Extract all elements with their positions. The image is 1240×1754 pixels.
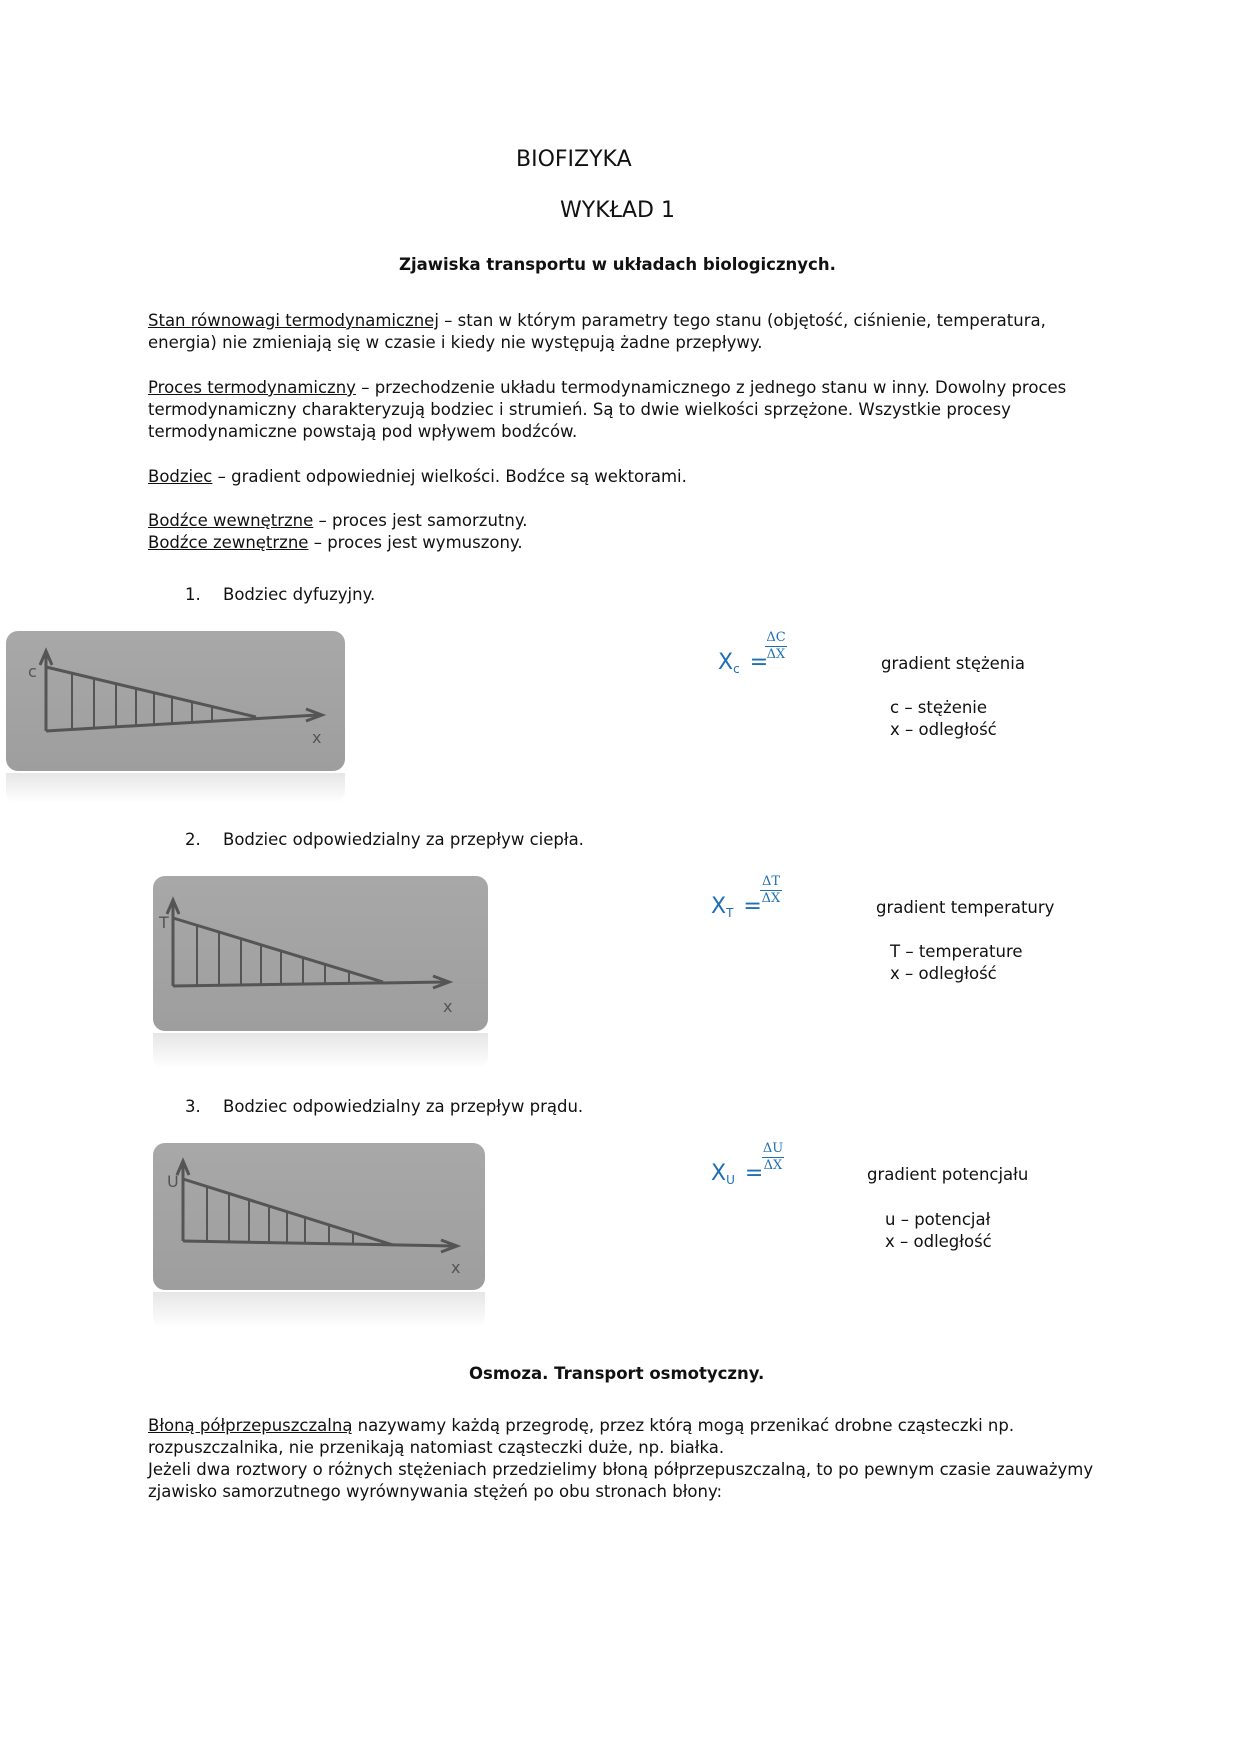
item-number: 3. bbox=[185, 1097, 201, 1116]
term: Stan równowagi termodynamicznej bbox=[148, 311, 439, 330]
variable-1: u – potencjał bbox=[885, 1210, 991, 1229]
definition-stimulus bbox=[148, 466, 1098, 488]
gradient-graph-icon bbox=[153, 876, 488, 1031]
definition-text: – gradient odpowiedniej wielkości. Bodźce są wektorami. bbox=[212, 467, 687, 486]
section-heading-transport: Zjawiska transportu w układach biologicznych. bbox=[399, 255, 836, 274]
formula-fraction bbox=[760, 874, 782, 907]
section-heading-osmosis: Osmoza. Transport osmotyczny. bbox=[469, 1364, 765, 1383]
gradient-name: gradient potencjału bbox=[867, 1165, 1029, 1184]
formula-fraction bbox=[762, 1141, 784, 1174]
definition-process bbox=[148, 377, 1098, 443]
gradient-name: gradient stężenia bbox=[881, 654, 1025, 673]
formula-fraction bbox=[765, 630, 787, 663]
fraction-numerator: ΔT bbox=[761, 874, 781, 889]
fraction-denominator: ΔX bbox=[766, 647, 786, 662]
formula-symbol: X bbox=[711, 1161, 727, 1186]
axis-y-label: T bbox=[159, 913, 169, 932]
item-number: 1. bbox=[185, 585, 201, 604]
stimulus-external bbox=[148, 532, 1098, 554]
formula-symbol: X bbox=[718, 650, 734, 675]
gradient-graph-icon bbox=[153, 1143, 485, 1290]
term: Bodziec bbox=[148, 467, 213, 486]
variable-2: x – odległość bbox=[890, 964, 997, 983]
document-title: BIOFIZYKA bbox=[516, 147, 632, 172]
variable-1: c – stężenie bbox=[890, 698, 988, 717]
formula-potential bbox=[711, 1161, 763, 1186]
gradient-name: gradient temperatury bbox=[876, 898, 1055, 917]
item-label: Bodziec dyfuzyjny. bbox=[223, 585, 376, 604]
photo-reflection bbox=[6, 773, 345, 803]
formula-symbol: X bbox=[711, 894, 727, 919]
definition-equilibrium bbox=[148, 310, 1098, 354]
osmosis-paragraph: Jeżeli dwa roztwory o różnych stężeniach przedzielimy błoną półprzepuszczalną, to po pewnym czasie zauważymy zjawisko samorzutnego wyrównywania stężeń po obu stronach błony: bbox=[148, 1460, 1094, 1501]
gradient-graph-icon bbox=[6, 631, 345, 771]
variable-1: T – temperature bbox=[890, 942, 1023, 961]
photo-reflection bbox=[153, 1292, 485, 1328]
formula-equals: = bbox=[744, 1161, 764, 1186]
fraction-denominator: ΔX bbox=[761, 891, 781, 906]
osmosis-definition bbox=[148, 1415, 1098, 1459]
photo-reflection bbox=[153, 1033, 488, 1069]
term: Błoną półprzepuszczalną bbox=[148, 1416, 353, 1435]
axis-x-label: x bbox=[451, 1258, 461, 1277]
variable-2: x – odległość bbox=[885, 1232, 992, 1251]
axis-y-label: c bbox=[28, 662, 37, 681]
axis-x-label: x bbox=[312, 728, 322, 747]
heat-graph-photo bbox=[153, 876, 488, 1031]
term: Bodźce zewnętrzne bbox=[148, 533, 309, 552]
diffusion-graph-photo bbox=[6, 631, 345, 771]
definition-text: – proces jest wymuszony. bbox=[308, 533, 523, 552]
item-label: Bodziec odpowiedzialny za przepływ prądu. bbox=[223, 1097, 584, 1116]
formula-concentration bbox=[718, 650, 768, 675]
variable-2: x – odległość bbox=[890, 720, 997, 739]
fraction-numerator: ΔU bbox=[762, 1141, 784, 1156]
formula-subscript: U bbox=[726, 1173, 735, 1187]
formula-temperature bbox=[711, 894, 762, 919]
formula-equals: = bbox=[743, 894, 762, 919]
definition-text: – proces jest samorzutny. bbox=[313, 511, 528, 530]
fraction-numerator: ΔC bbox=[766, 630, 786, 645]
lecture-number: WYKŁAD 1 bbox=[560, 198, 675, 223]
definition-text: – przechodzenie układu termodynamicznego z jednego stanu w inny. Dowolny proces termodynamiczny charakteryzują bodziec i strumień. Są to dwie wielkości sprzężone. Wszystkie procesy termodynamiczne powstają pod wpływem bodźców. bbox=[148, 378, 1067, 441]
formula-equals: = bbox=[749, 650, 769, 675]
item-label: Bodziec odpowiedzialny za przepływ ciepła. bbox=[223, 830, 584, 849]
definition-text: – stan w którym parametry tego stanu (objętość, ciśnienie, temperatura, energia) nie zmieniają się w czasie i kiedy nie występują żadne przepływy. bbox=[148, 311, 1046, 352]
current-graph-photo bbox=[153, 1143, 485, 1290]
definition-text: nazywamy każdą przegrodę, przez którą mogą przenikać drobne cząsteczki np. rozpuszczalnika, nie przenikają natomiast cząsteczki duże, np. białka. bbox=[148, 1416, 1015, 1457]
term: Bodźce wewnętrzne bbox=[148, 511, 314, 530]
axis-y-label: U bbox=[167, 1172, 179, 1191]
axis-x-label: x bbox=[443, 997, 453, 1016]
term: Proces termodynamiczny bbox=[148, 378, 356, 397]
stimulus-internal bbox=[148, 510, 1098, 532]
formula-subscript: T bbox=[726, 906, 734, 920]
fraction-denominator: ΔX bbox=[763, 1158, 783, 1173]
item-number: 2. bbox=[185, 830, 201, 849]
formula-subscript: c bbox=[733, 662, 740, 676]
